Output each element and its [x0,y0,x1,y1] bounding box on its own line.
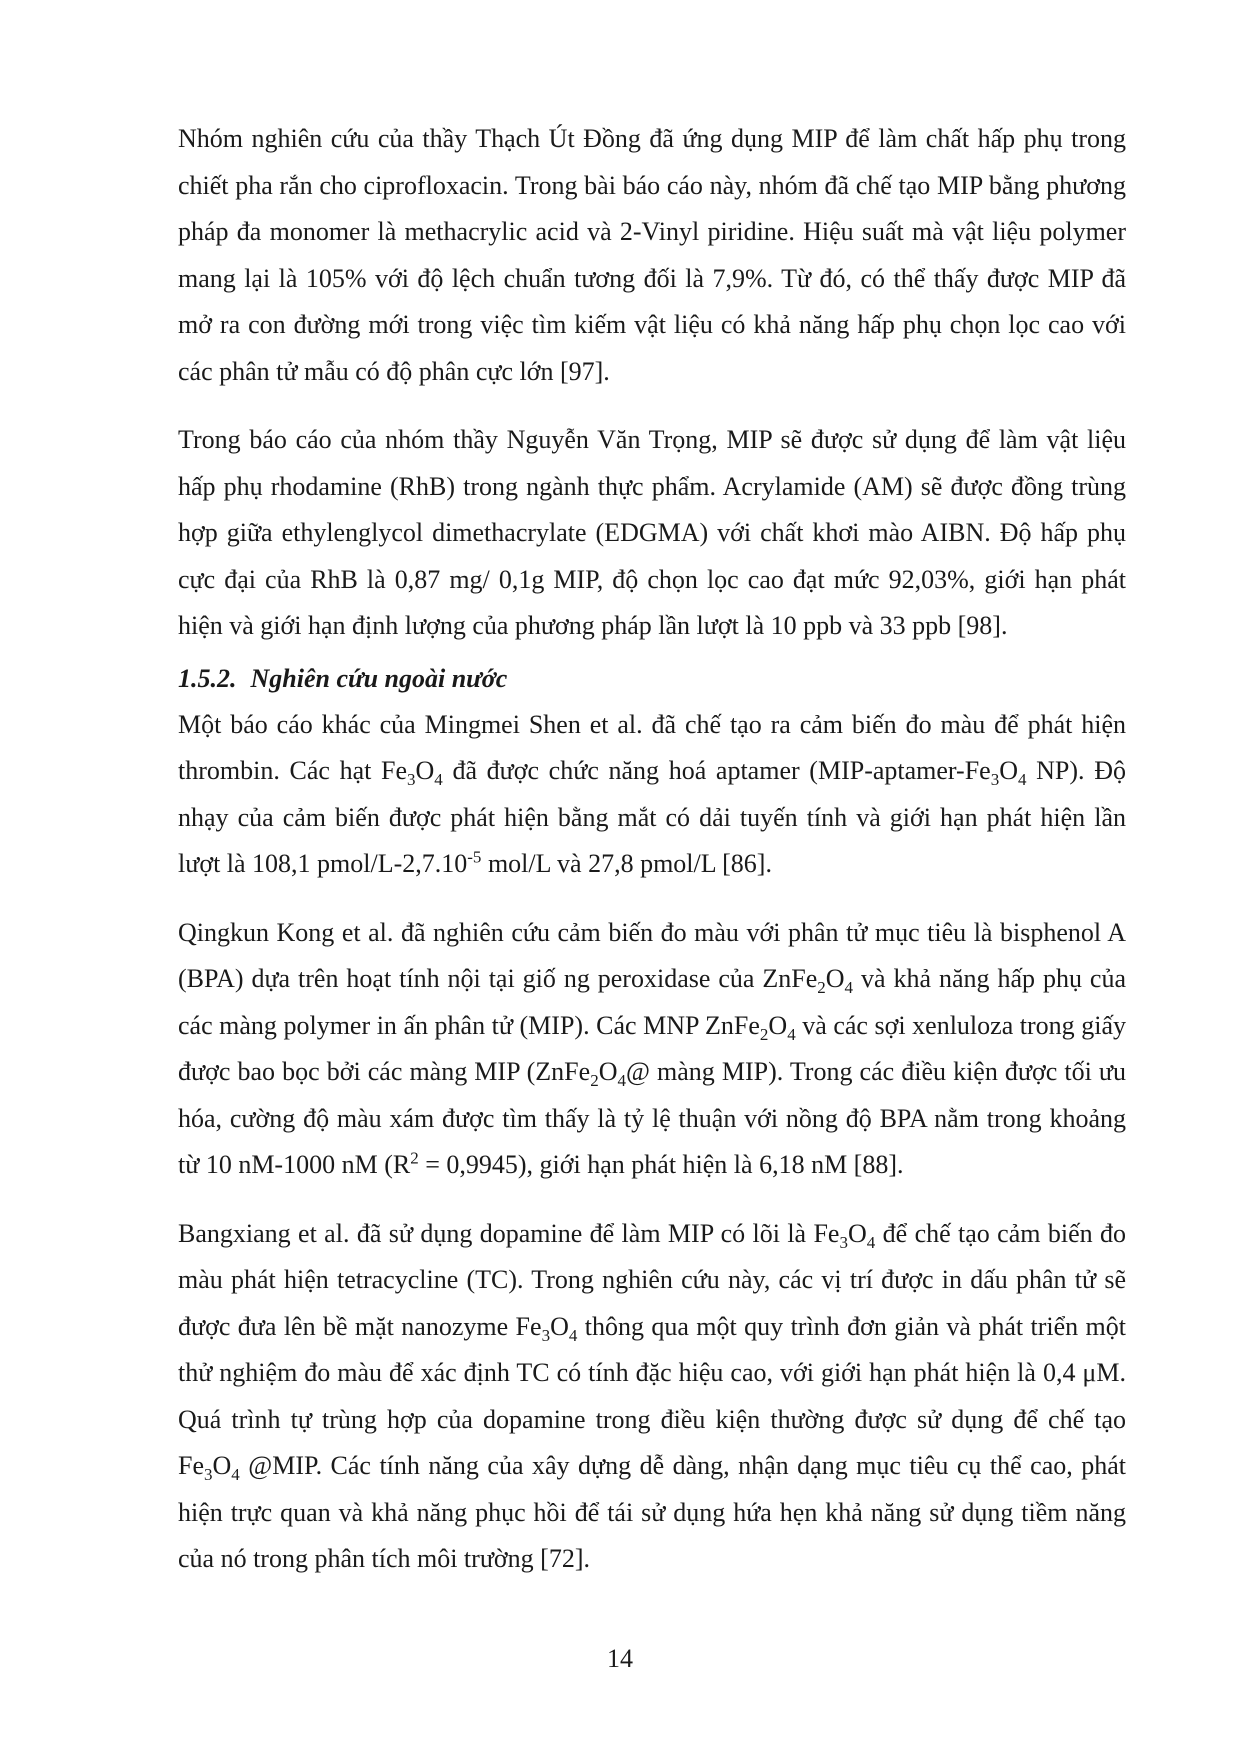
section-number: 1.5.2. [178,663,237,693]
paragraph-nguyen-van-trong: Trong báo cáo của nhóm thầy Nguyễn Văn Trọng, MIP sẽ được sử dụng để làm vật liệu hấp phụ rhodamine (RhB) trong ngành thực phẩm. Acrylamide (AM) sẽ được đồng trùng hợp giữa ethylenglycol dimethacrylate (EDGMA) với chất khơi mào AIBN. Độ hấp phụ cực đại của RhB là 0,87 mg/ 0,1g MIP, độ chọn lọc cao đạt mức 92,03%, giới hạn phát hiện và giới hạn định lượng của phương pháp lần lượt là 10 ppb và 33 ppb [98]. [178,425,1126,640]
section-heading [178,656,1126,702]
section-title: Nghiên cứu ngoài nước [250,663,508,693]
page-number: 14 [607,1644,633,1673]
document-body [178,116,1126,1583]
paragraph-thach-ut-dong: Nhóm nghiên cứu của thầy Thạch Út Đồng đã ứng dụng MIP để làm chất hấp phụ trong chiết pha rắn cho ciprofloxacin. Trong bài báo cáo này, nhóm đã chế tạo MIP bằng phương pháp đa monomer là methacrylic acid và 2-Vinyl piridine. Hiệu suất mà vật liệu polymer mang lại là 105% với độ lệch chuẩn tương đối là 7,9%. Từ đó, có thể thấy được MIP đã mở ra con đường mới trong việc tìm kiếm vật liệu có khả năng hấp phụ chọn lọc cao với các phân tử mẫu có độ phân cực lớn [97]. [178,124,1126,386]
paragraph-mingmei-shen: Một báo cáo khác của Mingmei Shen et al. đã chế tạo ra cảm biến đo màu để phát hiện thrombin. Các hạt $Fe_3O_4$ đã được chức năng hoá aptamer ($MIP-aptamer-Fe_3O_4$ NP). Độ nhạy của cảm biến được phát hiện bằng mắt có dải tuyến tính và giới hạn phát hiện lần lượt là 108,1 pmol/$L-2,7.10^{-5}$ mol/L và 27,8 pmol/L [86]. [178,709,1126,878]
paragraph-qingkun-kong: Qingkun Kong et al. đã nghiên cứu cảm biến đo màu với phân tử mục tiêu là bisphenol A (BPA) dựa trên hoạt tính nội tại giố ng peroxidase của $ZnFe_2O_4$ và khả năng hấp phụ của các màng polymer in ấn phân tử (MIP). Các MNP $ZnFe_2O_4$ và các sợi xenluloza trong giấy được bao bọc bởi các màng MIP ($ZnFe_2O_4@$ màng MIP). Trong các điều kiện được tối ưu hóa, cường độ màu xám được tìm thấy là tỷ lệ thuận với nồng độ BPA nằm trong khoảng từ 10 nM-1000 nM $(R^2 = 0,9945)$, giới hạn phát hiện là 6,18 nM [88]. [178,917,1126,1179]
paragraph-bangxiang: Bangxiang et al. đã sử dụng dopamine để làm MIP có lõi là $Fe_3O_4$ để chế tạo cảm biến đo màu phát hiện tetracycline (TC). Trong nghiên cứu này, các vị trí được in dấu phân tử sẽ được đưa lên bề mặt nanozyme $Fe_3O_4$ thông qua một quy trình đơn giản và phát triển một thử nghiệm đo màu để xác định TC có tính đặc hiệu cao, với giới hạn phát hiện là 0,4 μM. Quá trình tự trùng hợp của dopamine trong điều kiện thường được sử dụng để chế tạo $Fe_3O_4$ @MIP. Các tính năng của xây dựng dễ dàng, nhận dạng mục tiêu cụ thể cao, phát hiện trực quan và khả năng phục hồi để tái sử dụng hứa hẹn khả năng sử dụng tiềm năng của nó trong phân tích môi trường [72]. [178,1218,1127,1573]
